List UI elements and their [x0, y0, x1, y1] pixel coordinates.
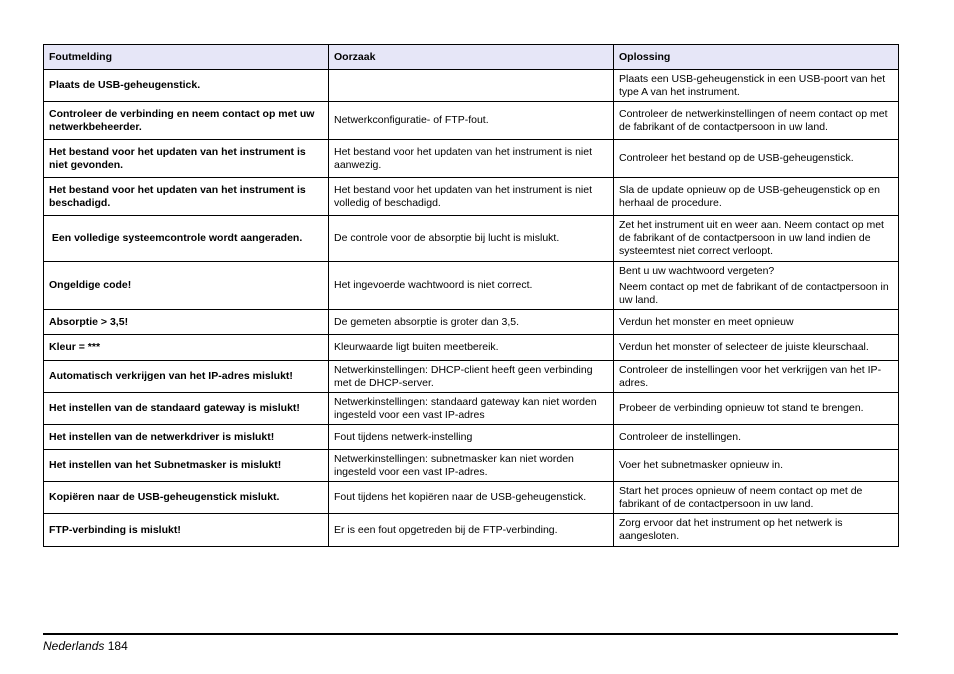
cause-cell: Kleurwaarde ligt buiten meetbereik.	[329, 335, 614, 361]
solution-text: Voer het subnetmasker opnieuw in.	[619, 459, 784, 471]
solution-text: Verdun het monster en meet opnieuw	[619, 315, 794, 328]
column-header-foutmelding: Foutmelding	[44, 45, 329, 70]
cause-cell: Fout tijdens netwerk-instelling	[329, 425, 614, 450]
column-header-oorzaak: Oorzaak	[329, 45, 614, 70]
table-row	[44, 514, 899, 547]
table-row	[44, 310, 899, 335]
error-message-cell: Plaats de USB-geheugenstick.	[44, 70, 329, 102]
solution-text: Plaats een USB-geheugenstick in een USB-poort van het type A van het instrument.	[619, 72, 886, 98]
solution-cell	[614, 450, 899, 482]
solution-cell	[614, 262, 899, 310]
page-footer	[43, 639, 128, 653]
cause-cell: Netwerkconfiguratie- of FTP-fout.	[329, 102, 614, 140]
cause-cell: De controle voor de absorptie bij lucht is mislukt.	[329, 216, 614, 262]
cause-cell: Netwerkinstellingen: standaard gateway kan niet worden ingesteld voor een vast IP-adres	[329, 393, 614, 425]
table-row	[44, 482, 899, 514]
error-message-cell: Automatisch verkrijgen van het IP-adres mislukt!	[44, 361, 329, 393]
solution-text: Controleer het bestand op de USB-geheugenstick.	[619, 152, 854, 164]
footer-language: Nederlands	[43, 639, 105, 653]
error-message-cell: Ongeldige code!	[44, 262, 329, 310]
solution-cell	[614, 70, 899, 102]
table-row	[44, 178, 899, 216]
table-row	[44, 70, 899, 102]
error-message-table	[43, 44, 899, 547]
solution-cell	[614, 514, 899, 547]
table-row	[44, 216, 899, 262]
table-row	[44, 335, 899, 361]
solution-text: Zet het instrument uit en weer aan. Neem contact op met de fabrikant of de contactpersoon in uw land indien de systeemtest niet correct verloopt.	[619, 219, 884, 257]
cause-cell: Fout tijdens het kopiëren naar de USB-geheugenstick.	[329, 482, 614, 514]
solution-cell	[614, 140, 899, 178]
solution-text: Controleer de instellingen voor het verkrijgen van het IP-adres.	[619, 363, 882, 389]
cause-cell	[329, 70, 614, 102]
cause-cell: Netwerkinstellingen: DHCP-client heeft geen verbinding met de DHCP-server.	[329, 361, 614, 393]
table-row	[44, 425, 899, 450]
cause-cell: De gemeten absorptie is groter dan 3,5.	[329, 310, 614, 335]
solution-cell	[614, 482, 899, 514]
solution-text: Start het proces opnieuw of neem contact op met de fabrikant of de contactpersoon in uw land.	[619, 484, 863, 510]
table-header-row	[44, 45, 899, 70]
solution-text: Probeer de verbinding opnieuw tot stand te brengen.	[619, 402, 864, 414]
table-row	[44, 262, 899, 310]
solution-text: Neem contact op met de fabrikant of de contactpersoon in uw land.	[619, 280, 889, 306]
error-message-cell: Een volledige systeemcontrole wordt aangeraden.	[44, 216, 329, 262]
cause-cell: Het ingevoerde wachtwoord is niet correct.	[329, 262, 614, 310]
error-message-cell: Het instellen van het Subnetmasker is mislukt!	[44, 450, 329, 482]
cause-cell: Het bestand voor het updaten van het instrument is niet aanwezig.	[329, 140, 614, 178]
table-row	[44, 102, 899, 140]
error-message-cell: FTP-verbinding is mislukt!	[44, 514, 329, 547]
solution-text: Controleer de instellingen.	[619, 430, 741, 443]
solution-text: Verdun het monster of selecteer de juiste kleurschaal.	[619, 341, 869, 353]
error-message-cell: Absorptie > 3,5!	[44, 310, 329, 335]
column-header-oplossing: Oplossing	[614, 45, 899, 70]
footer-page-number: 184	[107, 639, 128, 653]
error-message-cell: Kleur = ***	[44, 335, 329, 361]
error-message-cell: Het bestand voor het updaten van het instrument is niet gevonden.	[44, 140, 329, 178]
solution-cell	[614, 425, 899, 450]
solution-text: Bent u uw wachtwoord vergeten?	[619, 264, 775, 277]
cause-cell: Netwerkinstellingen: subnetmasker kan niet worden ingesteld voor een vast IP-adres.	[329, 450, 614, 482]
solution-text: Controleer de netwerkinstellingen of neem contact op met de fabrikant of de contactpersoon in uw land.	[619, 107, 888, 133]
solution-cell	[614, 310, 899, 335]
cause-cell: Het bestand voor het updaten van het instrument is niet volledig of beschadigd.	[329, 178, 614, 216]
error-message-cell: Kopiëren naar de USB-geheugenstick mislukt.	[44, 482, 329, 514]
solution-cell	[614, 335, 899, 361]
solution-cell	[614, 216, 899, 262]
table-row	[44, 393, 899, 425]
solution-cell	[614, 361, 899, 393]
cause-cell: Er is een fout opgetreden bij de FTP-verbinding.	[329, 514, 614, 547]
table-row	[44, 361, 899, 393]
table-row	[44, 140, 899, 178]
table-row	[44, 450, 899, 482]
error-message-cell: Het bestand voor het updaten van het instrument is beschadigd.	[44, 178, 329, 216]
solution-text: Sla de update opnieuw op de USB-geheugenstick op en herhaal de procedure.	[619, 183, 880, 209]
solution-cell	[614, 393, 899, 425]
error-message-cell: Het instellen van de netwerkdriver is mislukt!	[44, 425, 329, 450]
error-message-cell: Controleer de verbinding en neem contact op met uw netwerkbeheerder.	[44, 102, 329, 140]
footer-divider	[43, 633, 898, 635]
solution-cell	[614, 178, 899, 216]
error-message-cell: Het instellen van de standaard gateway is mislukt!	[44, 393, 329, 425]
solution-cell	[614, 102, 899, 140]
solution-text: Zorg ervoor dat het instrument op het netwerk is aangesloten.	[619, 517, 843, 542]
